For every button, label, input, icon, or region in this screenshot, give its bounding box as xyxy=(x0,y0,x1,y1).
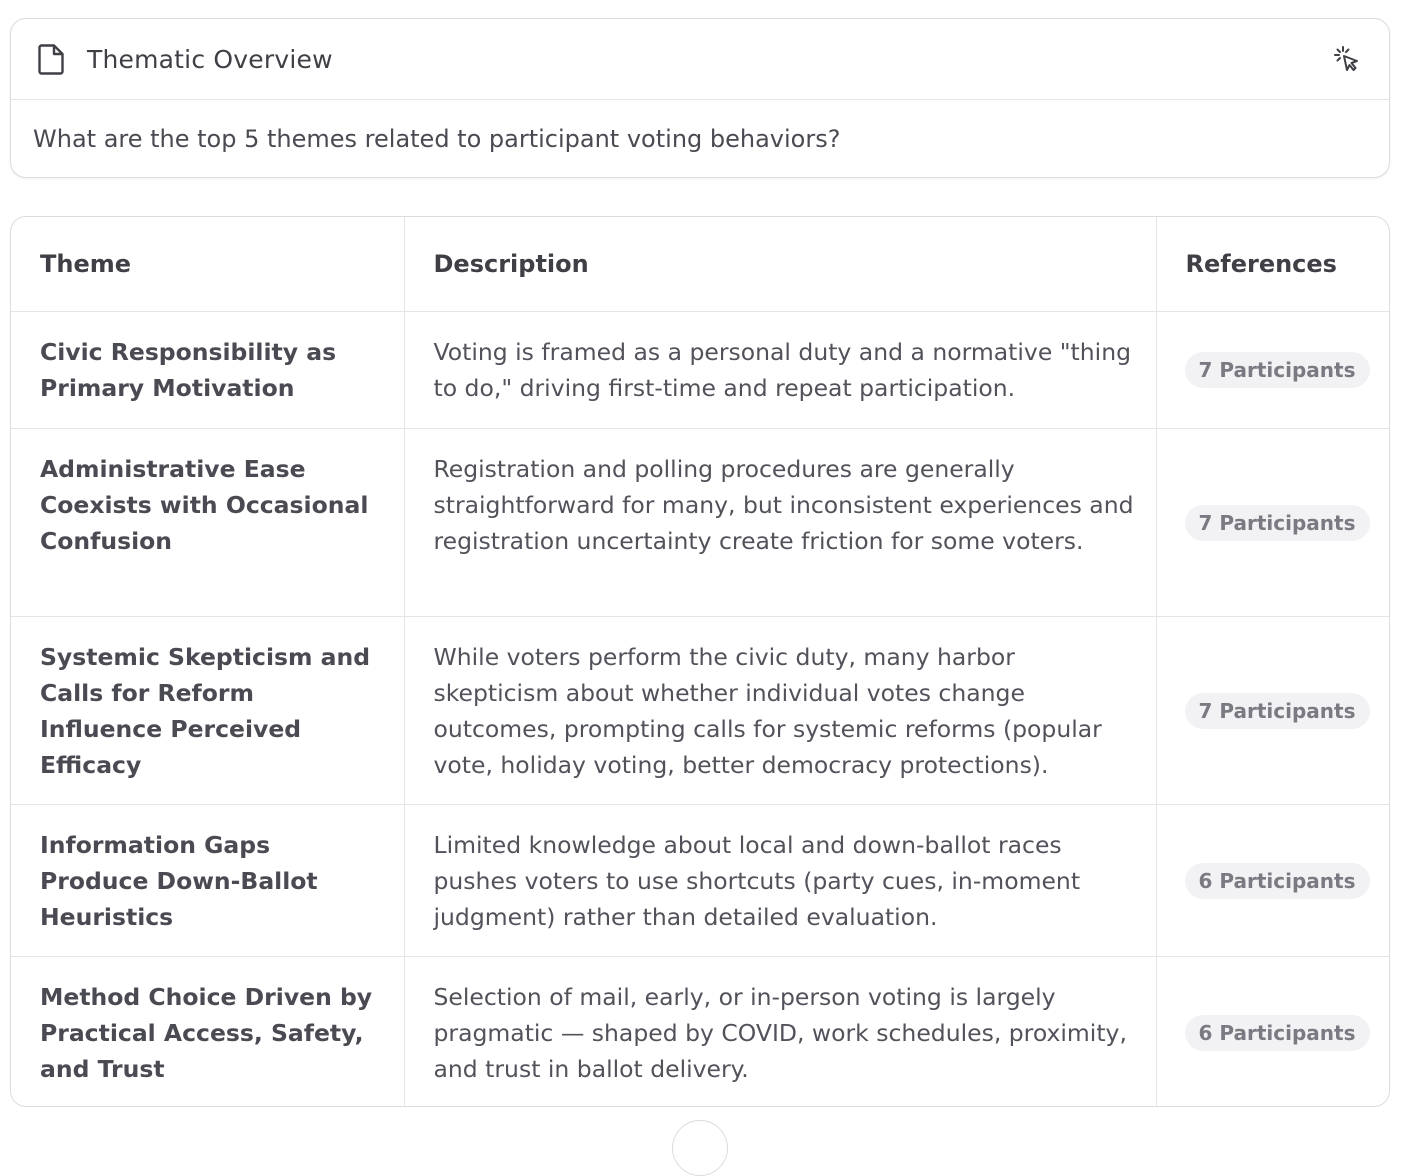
description-cell: Limited knowledge about local and down-ballot races pushes voters to use shortcuts (party cues, in-moment judgment) rather than detailed evaluation. xyxy=(404,804,1156,956)
scroll-down-button[interactable] xyxy=(672,1120,728,1176)
table-row xyxy=(11,956,1390,1107)
description-cell: Selection of mail, early, or in-person voting is largely pragmatic — shaped by COVID, work schedules, proximity, and trust in ballot delivery. xyxy=(404,956,1156,1107)
table-row xyxy=(11,311,1390,428)
table-row xyxy=(11,428,1390,616)
table-row xyxy=(11,804,1390,956)
references-cell xyxy=(1156,428,1390,616)
question-text: What are the top 5 themes related to participant voting behaviors? xyxy=(33,125,841,153)
theme-cell: Systemic Skepticism and Calls for Reform Influence Perceived Efficacy xyxy=(11,616,404,804)
description-cell: Voting is framed as a personal duty and a normative "thing to do," driving first-time and repeat participation. xyxy=(404,311,1156,428)
participants-badge[interactable]: 7 Participants xyxy=(1185,352,1370,388)
theme-cell: Administrative Ease Coexists with Occasional Confusion xyxy=(11,428,404,616)
references-cell xyxy=(1156,804,1390,956)
card-title: Thematic Overview xyxy=(87,44,333,74)
references-cell xyxy=(1156,956,1390,1107)
thematic-overview-card xyxy=(10,18,1390,178)
references-column-header: References xyxy=(1156,217,1390,311)
description-cell: Registration and polling procedures are generally straightforward for many, but inconsistent experiences and registration uncertainty create friction for some voters. xyxy=(404,428,1156,616)
participants-badge[interactable]: 7 Participants xyxy=(1185,505,1370,541)
card-header xyxy=(11,19,1389,100)
theme-cell: Civic Responsibility as Primary Motivation xyxy=(11,311,404,428)
participants-badge[interactable]: 6 Participants xyxy=(1185,1015,1370,1051)
references-cell xyxy=(1156,311,1390,428)
references-cell xyxy=(1156,616,1390,804)
sparkle-cursor-icon[interactable] xyxy=(1331,43,1363,75)
table-header-row xyxy=(11,217,1390,311)
theme-cell: Information Gaps Produce Down-Ballot Heuristics xyxy=(11,804,404,956)
description-cell: While voters perform the civic duty, many harbor skepticism about whether individual votes change outcomes, prompting calls for systemic reforms (popular vote, holiday voting, better democracy protections). xyxy=(404,616,1156,804)
document-icon xyxy=(37,43,65,75)
theme-column-header: Theme xyxy=(11,217,404,311)
table-row xyxy=(11,616,1390,804)
participants-badge[interactable]: 7 Participants xyxy=(1185,693,1370,729)
theme-cell: Method Choice Driven by Practical Access, Safety, and Trust xyxy=(11,956,404,1107)
participants-badge[interactable]: 6 Participants xyxy=(1185,863,1370,899)
themes-table xyxy=(10,216,1390,1107)
description-column-header: Description xyxy=(404,217,1156,311)
